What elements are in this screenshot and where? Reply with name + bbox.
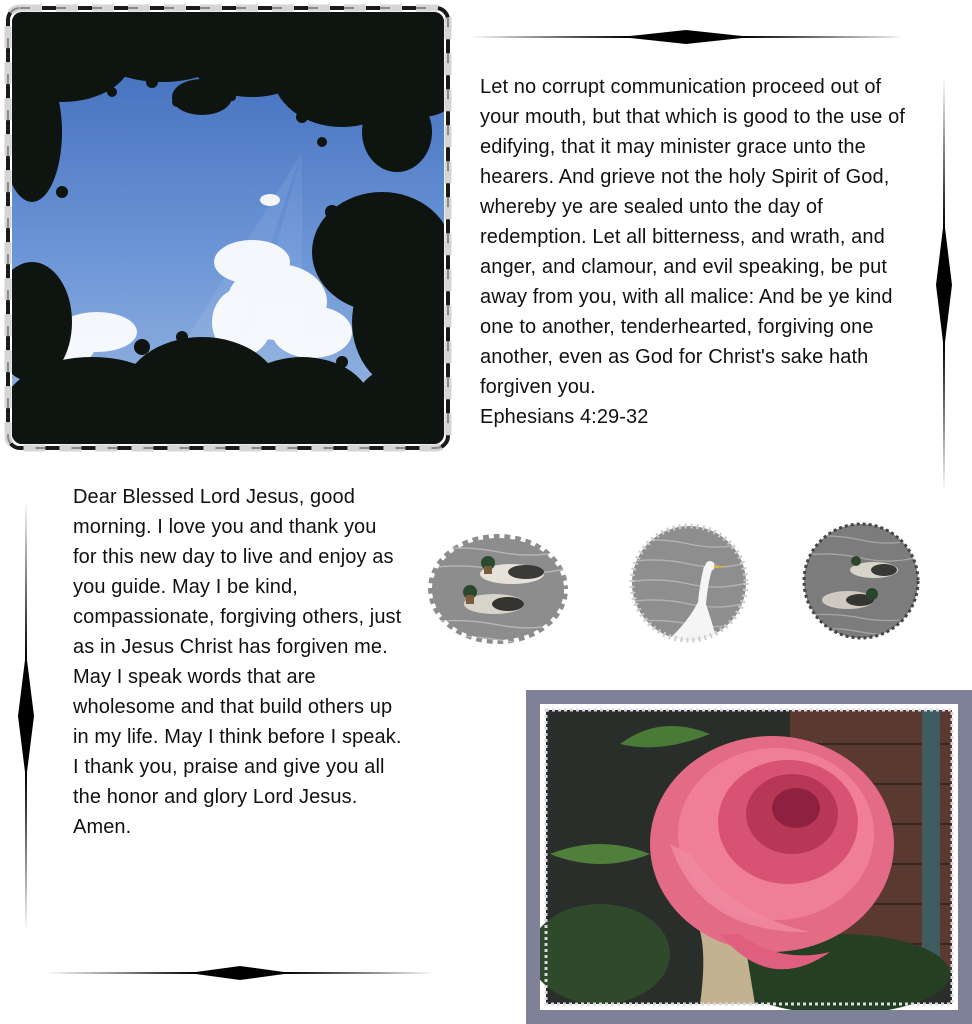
- ducks-photo: [424, 530, 572, 648]
- prayer-text: Dear Blessed Lord Jesus, good morning. I love you and thank you for this new day to live and enjoy as you guide. May I be kind, compassionate, forgiving others, just as in Jesus Christ has forgiven me. May I speak words that are wholesome and that build others up in my life. May I think before I speak. I thank you, praise and give you all the honor and glory Lord Jesus. Amen.: [73, 486, 402, 838]
- bottom-horizontal-divider: [46, 966, 434, 980]
- egret-photo: [628, 522, 750, 644]
- sky-photo: [2, 2, 454, 454]
- top-horizontal-divider: [470, 30, 902, 44]
- right-vertical-divider: [936, 78, 952, 492]
- rose-photo: [540, 704, 958, 1010]
- ducks-photo-2: [800, 520, 922, 642]
- scripture-passage: [480, 72, 920, 432]
- scripture-reference: Ephesians 4:29-32: [480, 406, 649, 428]
- scripture-text: Let no corrupt communication proceed out of your mouth, but that which is good to the use of edifying, that it may minister grace unto the hearers. And grieve not the holy Spirit of God, whereby ye are sealed unto the day of redemption. Let all bitterness, and wrath, and anger, and clamour, and evil speaking, be put away from you, with all malice: And be ye kind one to another, tenderhearted, forgiving one another, even as God for Christ's sake hath forgiven you.: [480, 76, 906, 398]
- left-vertical-divider: [18, 500, 34, 932]
